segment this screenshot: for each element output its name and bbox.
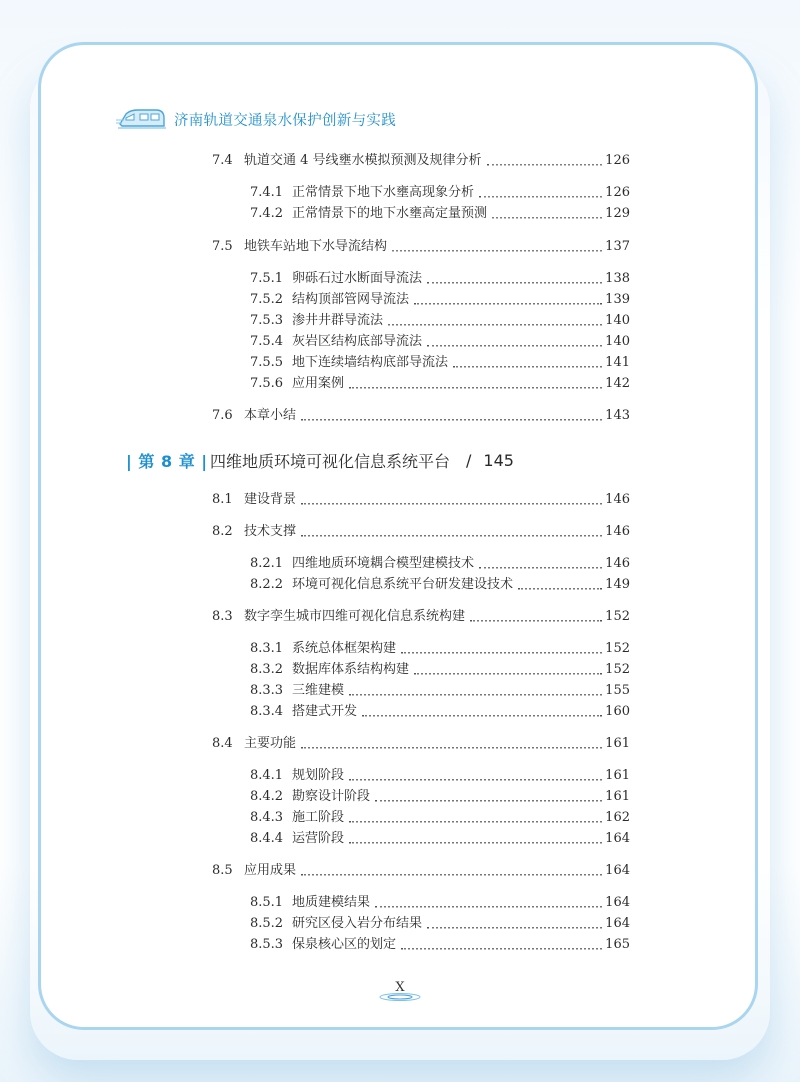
toc-entry-page: 161 bbox=[605, 736, 630, 751]
page-number: X bbox=[395, 980, 405, 995]
dot-leader bbox=[401, 947, 602, 949]
running-header bbox=[116, 104, 396, 134]
dot-leader bbox=[487, 163, 603, 165]
toc-entry-number: 8.1 bbox=[212, 492, 233, 507]
toc-entry[interactable] bbox=[212, 490, 630, 510]
toc-entry-page: 152 bbox=[605, 662, 630, 677]
toc-entry-title: 地质建模结果 bbox=[292, 895, 371, 910]
toc-entry[interactable] bbox=[250, 639, 630, 659]
toc-entry-number: 8.3.1 bbox=[250, 641, 284, 656]
toc-entry-title: 四维地质环境耦合模型建模技术 bbox=[292, 556, 475, 571]
toc-entry-number: 7.5 bbox=[212, 239, 233, 254]
toc-entry-page: 165 bbox=[605, 937, 630, 952]
train-icon bbox=[116, 106, 168, 132]
toc-entry-page: 160 bbox=[605, 704, 630, 719]
toc-entry[interactable] bbox=[250, 660, 630, 680]
toc-entry-title: 保泉核心区的划定 bbox=[292, 937, 397, 952]
dot-leader bbox=[401, 651, 602, 653]
toc-entry-number: 8.5.1 bbox=[250, 895, 284, 910]
toc-entry-title: 勘察设计阶段 bbox=[292, 789, 371, 804]
chapter-title: 四维地质环境可视化信息系统平台 bbox=[210, 451, 451, 471]
toc-entry-title: 正常情景下地下水壅高现象分析 bbox=[292, 185, 475, 200]
toc-entry-title: 结构顶部管网导流法 bbox=[292, 292, 410, 307]
toc-entry[interactable] bbox=[250, 766, 630, 786]
toc-entry-page: 146 bbox=[605, 492, 630, 507]
dot-leader bbox=[518, 587, 602, 589]
toc-entry-title: 应用案例 bbox=[292, 376, 345, 391]
toc-entry-number: 8.5 bbox=[212, 863, 233, 878]
toc-entry[interactable] bbox=[212, 237, 630, 257]
toc-entry-title: 研究区侵入岩分布结果 bbox=[292, 916, 423, 931]
toc-entry-number: 8.3.3 bbox=[250, 683, 284, 698]
toc-entry-number: 7.6 bbox=[212, 408, 233, 423]
dot-leader bbox=[427, 926, 602, 928]
toc-entry[interactable] bbox=[250, 332, 630, 352]
toc-entry-number: 8.2.1 bbox=[250, 556, 284, 571]
chapter-separator: / bbox=[466, 450, 472, 470]
toc-entry-page: 146 bbox=[605, 524, 630, 539]
dot-leader bbox=[349, 693, 602, 695]
toc-entry[interactable] bbox=[250, 311, 630, 331]
toc-entry-number: 7.5.4 bbox=[250, 334, 284, 349]
toc-entry[interactable] bbox=[250, 702, 630, 722]
toc-entry-page: 138 bbox=[605, 271, 630, 286]
toc-entry-page: 139 bbox=[605, 292, 630, 307]
toc-entry-number: 7.5.1 bbox=[250, 271, 284, 286]
toc-entry-page: 142 bbox=[605, 376, 630, 391]
dot-leader bbox=[414, 302, 602, 304]
toc-entry-page: 140 bbox=[605, 313, 630, 328]
toc-entry[interactable] bbox=[250, 893, 630, 913]
toc-entry-title: 施工阶段 bbox=[292, 810, 345, 825]
dot-leader bbox=[301, 746, 602, 748]
toc-entry-page: 161 bbox=[605, 789, 630, 804]
toc-entry-page: 149 bbox=[605, 577, 630, 592]
toc-entry-number: 8.4.2 bbox=[250, 789, 284, 804]
dot-leader bbox=[427, 281, 602, 283]
dot-leader bbox=[349, 820, 602, 822]
dot-leader bbox=[362, 714, 602, 716]
toc-entry-number: 8.3.2 bbox=[250, 662, 284, 677]
toc-entry[interactable] bbox=[250, 374, 630, 394]
toc-entry-number: 8.2 bbox=[212, 524, 233, 539]
toc-entry[interactable] bbox=[250, 914, 630, 934]
dot-leader bbox=[375, 799, 602, 801]
toc-entry-title: 数据库体系结构构建 bbox=[292, 662, 410, 677]
toc-entry-title: 渗井井群导流法 bbox=[292, 313, 384, 328]
toc-entry-number: 7.5.6 bbox=[250, 376, 284, 391]
toc-entry[interactable] bbox=[250, 183, 630, 203]
dot-leader bbox=[349, 386, 602, 388]
toc-entry-title: 卵砾石过水断面导流法 bbox=[292, 271, 423, 286]
toc-entry-title: 本章小结 bbox=[244, 408, 297, 423]
toc-entry[interactable] bbox=[212, 151, 630, 171]
toc-entry-page: 152 bbox=[605, 609, 630, 624]
toc-entry-number: 8.3.4 bbox=[250, 704, 284, 719]
toc-entry-page: 161 bbox=[605, 768, 630, 783]
toc-entry-title: 正常情景下的地下水壅高定量预测 bbox=[292, 206, 488, 221]
toc-entry-number: 7.4 bbox=[212, 153, 233, 168]
dot-leader bbox=[492, 216, 602, 218]
toc-entry[interactable] bbox=[212, 861, 630, 881]
dot-leader bbox=[414, 672, 602, 674]
dot-leader bbox=[388, 323, 602, 325]
toc-entry[interactable] bbox=[250, 269, 630, 289]
toc-entry[interactable] bbox=[250, 353, 630, 373]
toc-entry[interactable] bbox=[250, 554, 630, 574]
toc-entry-title: 系统总体框架构建 bbox=[292, 641, 397, 656]
toc-entry-page: 164 bbox=[605, 916, 630, 931]
toc-entry-title: 规划阶段 bbox=[292, 768, 345, 783]
dot-leader bbox=[392, 249, 602, 251]
toc-entry-number: 7.5.5 bbox=[250, 355, 284, 370]
toc-entry-page: 164 bbox=[605, 895, 630, 910]
toc-entry-number: 7.5.2 bbox=[250, 292, 284, 307]
toc-entry[interactable] bbox=[212, 522, 630, 542]
chapter-label: | 第 8 章 | bbox=[126, 451, 208, 471]
toc-entry-page: 126 bbox=[605, 185, 630, 200]
dot-leader bbox=[453, 365, 602, 367]
toc-entry[interactable] bbox=[250, 204, 630, 224]
toc-entry-title: 三维建模 bbox=[292, 683, 345, 698]
dot-leader bbox=[301, 502, 602, 504]
toc-entry-number: 7.5.3 bbox=[250, 313, 284, 328]
toc-entry-page: 146 bbox=[605, 556, 630, 571]
toc-entry[interactable] bbox=[250, 935, 630, 955]
toc-entry-number: 8.4 bbox=[212, 736, 233, 751]
toc-entry-title: 灰岩区结构底部导流法 bbox=[292, 334, 423, 349]
toc-entry-number: 8.4.1 bbox=[250, 768, 284, 783]
toc-entry-title: 搭建式开发 bbox=[292, 704, 358, 719]
toc-entry[interactable] bbox=[212, 734, 630, 754]
toc-entry-page: 155 bbox=[605, 683, 630, 698]
toc-entry[interactable] bbox=[250, 808, 630, 828]
toc-entry-page: 141 bbox=[605, 355, 630, 370]
dot-leader bbox=[470, 619, 602, 621]
dot-leader bbox=[301, 534, 602, 536]
dot-leader bbox=[375, 905, 602, 907]
toc-entry-title: 建设背景 bbox=[244, 492, 297, 507]
toc-entry-number: 8.4.4 bbox=[250, 831, 284, 846]
dot-leader bbox=[479, 566, 602, 568]
toc-entry[interactable] bbox=[250, 290, 630, 310]
toc-entry[interactable] bbox=[250, 575, 630, 595]
toc-entry-number: 8.2.2 bbox=[250, 577, 284, 592]
toc-entry-title: 技术支撑 bbox=[244, 524, 297, 539]
dot-leader bbox=[479, 195, 602, 197]
dot-leader bbox=[301, 418, 602, 420]
toc-entry-page: 140 bbox=[605, 334, 630, 349]
toc-entry[interactable] bbox=[250, 681, 630, 701]
toc-entry-number: 8.4.3 bbox=[250, 810, 284, 825]
toc-entry-page: 152 bbox=[605, 641, 630, 656]
toc-entry-page: 143 bbox=[605, 408, 630, 423]
dot-leader bbox=[427, 344, 602, 346]
toc-entry-title: 环境可视化信息系统平台研发建设技术 bbox=[292, 577, 514, 592]
toc-entry-page: 137 bbox=[605, 239, 630, 254]
dot-leader bbox=[349, 841, 602, 843]
book-title: 济南轨道交通泉水保护创新与实践 bbox=[174, 112, 396, 129]
toc-entry-page: 164 bbox=[605, 863, 630, 878]
toc-entry[interactable] bbox=[250, 829, 630, 849]
toc-entry-title: 轨道交通 4 号线壅水模拟预测及规律分析 bbox=[244, 153, 482, 168]
toc-entry-title: 运营阶段 bbox=[292, 831, 345, 846]
page-footer bbox=[370, 980, 430, 1010]
toc-entry-page: 164 bbox=[605, 831, 630, 846]
toc-entry-page: 129 bbox=[605, 206, 630, 221]
toc-entry-title: 应用成果 bbox=[244, 863, 297, 878]
toc-entry-title: 数字孪生城市四维可视化信息系统构建 bbox=[244, 609, 466, 624]
toc-entry[interactable] bbox=[212, 607, 630, 627]
dot-leader bbox=[301, 873, 602, 875]
chapter-heading[interactable] bbox=[126, 448, 514, 472]
toc-entry-page: 162 bbox=[605, 810, 630, 825]
toc-entry-number: 8.3 bbox=[212, 609, 233, 624]
toc-entry-number: 7.4.1 bbox=[250, 185, 284, 200]
toc-entry[interactable] bbox=[250, 787, 630, 807]
toc-entry-title: 地铁车站地下水导流结构 bbox=[244, 239, 388, 254]
toc-entry-title: 地下连续墙结构底部导流法 bbox=[292, 355, 449, 370]
toc-entry-title: 主要功能 bbox=[244, 736, 297, 751]
toc-entry-number: 8.5.3 bbox=[250, 937, 284, 952]
toc-entry-number: 8.5.2 bbox=[250, 916, 284, 931]
toc-entry-number: 7.4.2 bbox=[250, 206, 284, 221]
water-ripple-icon bbox=[378, 992, 422, 1002]
dot-leader bbox=[349, 778, 602, 780]
chapter-page: 145 bbox=[483, 450, 514, 470]
toc-entry[interactable] bbox=[212, 406, 630, 426]
toc-entry-page: 126 bbox=[605, 153, 630, 168]
